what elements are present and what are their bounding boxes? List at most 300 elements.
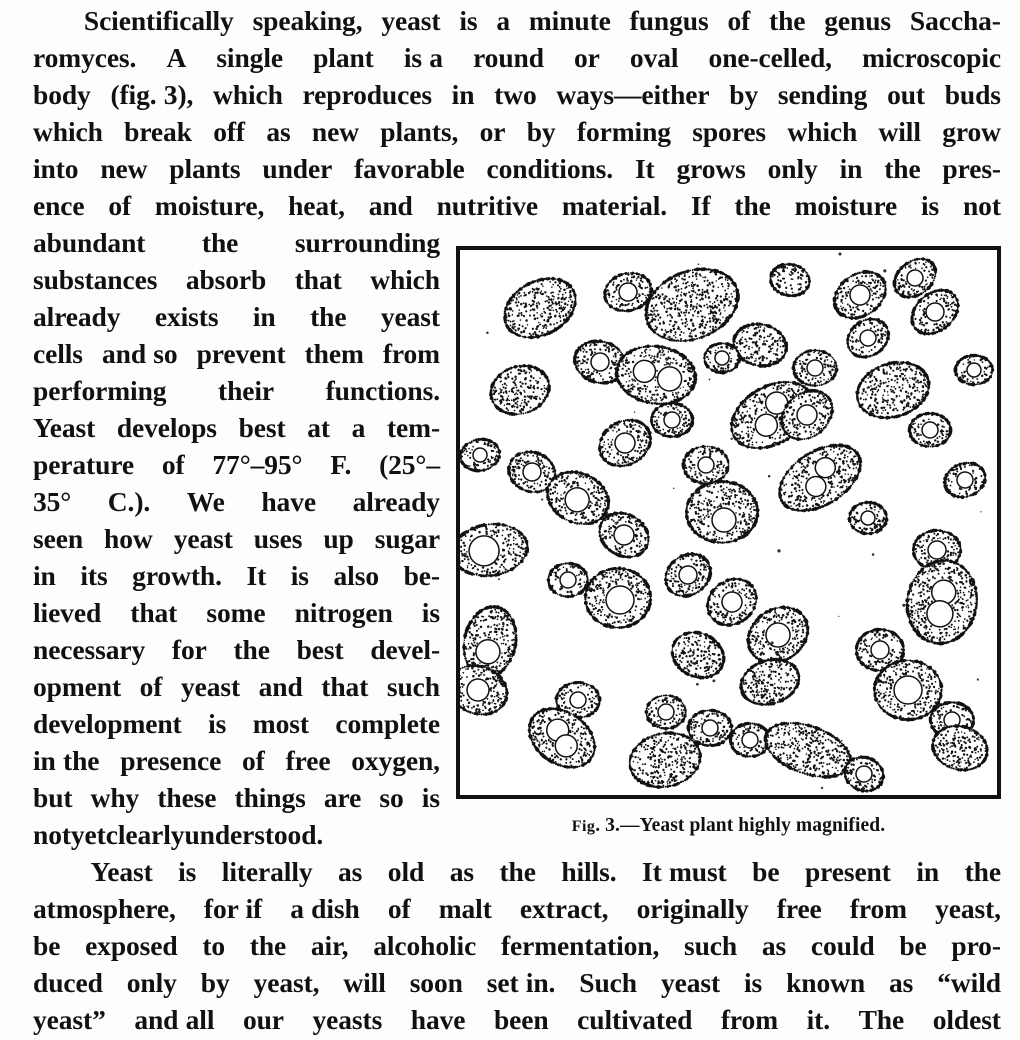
background-speck xyxy=(959,487,962,490)
word: yeast xyxy=(381,5,441,36)
word: opment xyxy=(33,671,122,702)
word: of xyxy=(387,893,411,924)
word: moisture xyxy=(794,190,898,221)
word: atmosphere, xyxy=(33,893,176,924)
word: (25°– xyxy=(379,449,440,480)
background-speck xyxy=(665,357,668,360)
word: cells xyxy=(33,338,83,369)
word: is xyxy=(921,190,940,221)
word: Such xyxy=(579,967,637,998)
word: and so xyxy=(101,338,178,369)
word: Scientifically xyxy=(83,5,234,36)
word: cultivated xyxy=(577,1004,693,1035)
word: break xyxy=(124,116,192,147)
word: the xyxy=(499,856,536,887)
word: which xyxy=(213,79,283,110)
word: best xyxy=(296,634,344,665)
text-line xyxy=(33,76,1001,113)
word: body xyxy=(33,79,91,110)
yeast-cell xyxy=(492,264,588,351)
word: from xyxy=(382,338,440,369)
word: for if xyxy=(203,893,263,924)
word: new xyxy=(100,153,148,184)
word: spores xyxy=(692,116,767,147)
word: as xyxy=(889,967,914,998)
word: of xyxy=(161,449,185,480)
word: as xyxy=(449,856,474,887)
word: perature xyxy=(33,449,135,480)
word: round xyxy=(473,42,544,73)
background-speck xyxy=(621,360,624,363)
background-speck xyxy=(838,252,841,255)
word: soon xyxy=(409,967,463,998)
word: yeast, xyxy=(935,893,1001,924)
word: fungus xyxy=(629,5,709,36)
word: duced xyxy=(33,967,103,998)
yeast-cell xyxy=(645,694,687,730)
word: our xyxy=(242,1004,284,1035)
word: develops xyxy=(116,412,217,443)
word: will xyxy=(343,967,386,998)
yeast-cell xyxy=(938,455,992,504)
word: out xyxy=(887,79,925,110)
word: If xyxy=(690,190,711,221)
word: exposed xyxy=(85,930,178,961)
text-line xyxy=(33,520,440,557)
word: in the xyxy=(33,745,100,776)
word: of xyxy=(139,671,163,702)
word: speaking, xyxy=(252,5,363,36)
background-speck xyxy=(464,553,467,556)
word: yeast xyxy=(380,301,440,332)
word: clearly xyxy=(105,819,185,850)
text-line xyxy=(33,779,440,816)
word: favorable xyxy=(354,153,465,184)
word: them xyxy=(304,338,364,369)
background-speck xyxy=(675,406,677,408)
background-speck xyxy=(771,641,774,644)
word: sugar xyxy=(374,523,440,554)
word: set in. xyxy=(486,967,556,998)
word: uses xyxy=(253,523,303,554)
word: 35° xyxy=(33,486,72,517)
background-speck xyxy=(673,488,675,490)
word: yeast, xyxy=(253,967,320,998)
background-speck xyxy=(902,604,905,607)
yeast-cell xyxy=(847,501,888,536)
word: by xyxy=(729,79,759,110)
word: It xyxy=(634,153,655,184)
word: a xyxy=(351,412,366,443)
text-line xyxy=(33,224,440,261)
text-line xyxy=(33,409,440,446)
word: the xyxy=(249,930,287,961)
word: A xyxy=(166,42,187,73)
word: in xyxy=(451,79,475,110)
text-line xyxy=(33,853,1001,890)
word: yeast xyxy=(173,523,233,554)
figure-3 xyxy=(456,246,1001,799)
paragraph-top xyxy=(33,2,1001,224)
word: such xyxy=(386,671,440,702)
word: some xyxy=(206,597,266,628)
text-line xyxy=(33,483,440,520)
word: minute xyxy=(528,5,611,36)
word: nutritive xyxy=(436,190,539,221)
word: but xyxy=(33,782,73,813)
text-line xyxy=(33,335,440,372)
word: how xyxy=(104,523,153,554)
background-speck xyxy=(634,411,636,413)
word: nitrogen xyxy=(294,597,393,628)
word: complete xyxy=(335,708,440,739)
word: be xyxy=(33,930,61,961)
yeast-cell xyxy=(685,480,760,544)
text-line xyxy=(33,113,1001,150)
paragraph-bottom xyxy=(33,853,1001,1038)
background-speck xyxy=(872,553,875,556)
word: plant xyxy=(313,42,374,73)
word: been xyxy=(493,1004,549,1035)
text-line xyxy=(33,39,1001,76)
word: sending xyxy=(777,79,868,110)
word: the xyxy=(734,190,771,221)
text-line xyxy=(33,705,440,742)
word: performing xyxy=(33,375,167,406)
word: substances xyxy=(33,264,158,295)
text-line xyxy=(33,446,440,483)
word: the xyxy=(233,634,270,665)
background-speck xyxy=(949,578,952,581)
word: known xyxy=(786,967,866,998)
word: of xyxy=(108,190,132,221)
word: by xyxy=(526,116,556,147)
word: originally xyxy=(636,893,749,924)
word: development xyxy=(33,708,182,739)
word: also xyxy=(333,560,379,591)
background-speck xyxy=(570,747,572,749)
word: necessary xyxy=(33,634,146,665)
word: grows xyxy=(676,153,746,184)
word: a xyxy=(496,5,510,36)
word: why xyxy=(90,782,140,813)
word: the xyxy=(964,856,1001,887)
word: the xyxy=(769,5,806,36)
word: have xyxy=(261,486,316,517)
background-speck xyxy=(593,495,596,498)
word: present xyxy=(804,856,891,887)
text-line xyxy=(33,2,1001,39)
text-line xyxy=(33,557,440,594)
word: as xyxy=(338,856,363,887)
word: free xyxy=(285,745,331,776)
word: the xyxy=(884,153,921,184)
word: oldest xyxy=(932,1004,1001,1035)
word: have xyxy=(410,1004,466,1035)
word: already xyxy=(352,486,440,517)
background-speck xyxy=(498,578,500,580)
yeast-cell xyxy=(482,356,557,423)
word: two xyxy=(494,79,537,110)
word: grow xyxy=(942,116,1001,147)
word: under xyxy=(262,153,333,184)
word: at xyxy=(307,412,330,443)
word: alcoholic xyxy=(373,930,477,961)
word: most xyxy=(252,708,309,739)
word: oxygen, xyxy=(351,745,440,776)
word: old xyxy=(387,856,425,887)
word: in xyxy=(916,856,940,887)
background-speck xyxy=(821,787,823,789)
word: from xyxy=(849,893,907,924)
text-line xyxy=(33,964,1001,1001)
word: is xyxy=(208,708,227,739)
word: It xyxy=(246,560,267,591)
text-line xyxy=(33,927,1001,964)
word: air, xyxy=(310,930,349,961)
background-speck xyxy=(911,617,913,619)
word: The xyxy=(858,1004,905,1035)
background-speck xyxy=(880,337,882,339)
background-speck xyxy=(696,683,699,686)
word: yeasts xyxy=(312,1004,383,1035)
word: is xyxy=(290,560,309,591)
background-speck xyxy=(980,511,981,512)
word: which xyxy=(787,116,858,147)
yeast-cell xyxy=(908,412,953,448)
word: C.). xyxy=(107,486,151,517)
word: be xyxy=(752,856,780,887)
word: is a xyxy=(403,42,443,73)
word: “wild xyxy=(937,967,1001,998)
word: exists xyxy=(154,301,219,332)
word: off xyxy=(213,116,245,147)
word: moisture, xyxy=(154,190,265,221)
text-line xyxy=(33,372,440,409)
background-speck xyxy=(698,263,700,265)
word: only xyxy=(767,153,818,184)
word: pres- xyxy=(942,153,1001,184)
caption-text: . 3.—Yeast plant highly magnified. xyxy=(595,815,886,836)
word: be- xyxy=(403,560,440,591)
word: one-celled, xyxy=(708,42,832,73)
word: from xyxy=(720,1004,778,1035)
text-line xyxy=(33,816,440,853)
yeast-cell xyxy=(547,562,589,599)
text-line xyxy=(33,631,440,668)
first-line-indent xyxy=(33,2,65,39)
word: literally xyxy=(221,856,313,887)
background-speck xyxy=(838,616,839,617)
word: that xyxy=(130,597,178,628)
word: that xyxy=(294,264,342,295)
background-speck xyxy=(709,379,711,381)
word: their xyxy=(218,375,275,406)
word: and all xyxy=(134,1004,215,1035)
word: yeast xyxy=(660,967,721,998)
word: not xyxy=(962,190,1001,221)
background-speck xyxy=(540,722,543,725)
word: as xyxy=(761,930,787,961)
word: Yeast xyxy=(33,412,96,443)
word: tem- xyxy=(386,412,440,443)
yeast-cell xyxy=(584,566,652,629)
word: reproduces xyxy=(302,79,432,110)
word: presence xyxy=(120,745,222,776)
word: devel- xyxy=(370,634,440,665)
word: will xyxy=(878,116,921,147)
word: yeast xyxy=(180,671,241,702)
yeast-cell xyxy=(460,517,533,582)
word: functions. xyxy=(325,375,440,406)
text-line xyxy=(33,187,1001,224)
word: yeast” xyxy=(33,1004,106,1035)
word: conditions. xyxy=(486,153,614,184)
word: oval xyxy=(629,42,679,73)
text-line xyxy=(33,890,1001,927)
word: only xyxy=(126,967,177,998)
word: yet xyxy=(70,819,106,850)
word: lieved xyxy=(33,597,102,628)
text-line xyxy=(33,150,1001,187)
word: the xyxy=(310,301,347,332)
word: of xyxy=(727,5,751,36)
word: new xyxy=(311,116,359,147)
word: that xyxy=(321,671,369,702)
text-line xyxy=(33,668,440,705)
word: single xyxy=(216,42,283,73)
first-line-indent xyxy=(33,853,65,890)
word: surrounding xyxy=(294,227,440,258)
word: in xyxy=(252,301,276,332)
caption-fig-label: Fig xyxy=(571,818,596,835)
yeast-cell xyxy=(650,402,695,439)
word: or xyxy=(574,42,600,73)
word: 77°–95° xyxy=(212,449,303,480)
word: into xyxy=(33,153,79,184)
word: malt xyxy=(438,893,492,924)
paragraph-left-column xyxy=(33,224,440,853)
word: ence xyxy=(33,190,85,221)
word: is xyxy=(459,5,478,36)
word: is xyxy=(421,782,440,813)
word: of xyxy=(242,745,265,776)
word: such xyxy=(684,930,738,961)
word: seen xyxy=(33,523,84,554)
word: is xyxy=(743,967,763,998)
yeast-cell xyxy=(460,434,504,475)
word: which xyxy=(370,264,440,295)
yeast-cell xyxy=(611,339,702,410)
word: and xyxy=(258,671,303,702)
word: is xyxy=(178,856,197,887)
word: and xyxy=(368,190,413,221)
text-line xyxy=(33,594,440,631)
background-speck xyxy=(712,679,715,682)
yeast-cell xyxy=(766,259,813,300)
word: ways—either xyxy=(556,79,710,110)
word: prevent xyxy=(196,338,286,369)
word: up xyxy=(323,523,354,554)
word: the xyxy=(201,227,239,258)
word: by xyxy=(200,967,230,998)
yeast-cells-illustration xyxy=(460,250,997,795)
word: genus xyxy=(824,5,892,36)
word: heat, xyxy=(288,190,345,221)
background-speck xyxy=(892,398,895,401)
yeast-cell xyxy=(791,349,838,387)
word: material. xyxy=(561,190,668,221)
word: microscopic xyxy=(862,42,1001,73)
word: to xyxy=(202,930,226,961)
word: buds xyxy=(944,79,1001,110)
word: are xyxy=(323,782,362,813)
word: could xyxy=(810,930,875,961)
word: these xyxy=(157,782,217,813)
word: be xyxy=(899,930,927,961)
word: absorb xyxy=(185,264,267,295)
word: a dish xyxy=(290,893,360,924)
word: romyces. xyxy=(33,42,137,73)
word: which xyxy=(33,116,103,147)
word: fermentation, xyxy=(500,930,660,961)
word: It must xyxy=(642,856,727,887)
yeast-cell xyxy=(681,445,729,485)
word: (fig. 3), xyxy=(110,79,194,110)
word: for xyxy=(171,634,207,665)
yeast-cell xyxy=(954,354,995,387)
background-speck xyxy=(977,678,979,680)
text-line xyxy=(33,742,440,779)
word: extract, xyxy=(519,893,609,924)
word: plants, xyxy=(380,116,459,147)
word: so xyxy=(379,782,404,813)
background-speck xyxy=(883,269,886,272)
word: things xyxy=(234,782,306,813)
background-speck xyxy=(777,549,780,552)
word: hills. xyxy=(561,856,617,887)
word: forming xyxy=(576,116,671,147)
word: in xyxy=(33,560,56,591)
word: in xyxy=(839,153,863,184)
word: its xyxy=(80,560,108,591)
text-line xyxy=(33,1001,1001,1038)
word: best xyxy=(238,412,286,443)
word: free xyxy=(776,893,822,924)
word: understood. xyxy=(184,819,324,850)
word: or xyxy=(479,116,506,147)
figure-caption xyxy=(456,815,1001,837)
background-speck xyxy=(541,499,543,501)
background-speck xyxy=(768,475,771,478)
yeast-cell xyxy=(733,650,807,714)
word: Saccha- xyxy=(909,5,1001,36)
background-speck xyxy=(486,332,489,335)
word: plants xyxy=(169,153,241,184)
word: F. xyxy=(330,449,352,480)
word: Yeast xyxy=(90,856,153,887)
text-line xyxy=(33,261,440,298)
background-speck xyxy=(731,438,733,440)
word: as xyxy=(266,116,291,147)
background-speck xyxy=(841,740,843,742)
word: not xyxy=(33,819,71,850)
word: already xyxy=(33,301,121,332)
word: growth. xyxy=(132,560,222,591)
word: abundant xyxy=(33,227,146,258)
word: pro- xyxy=(951,930,1001,961)
word: We xyxy=(186,486,225,517)
